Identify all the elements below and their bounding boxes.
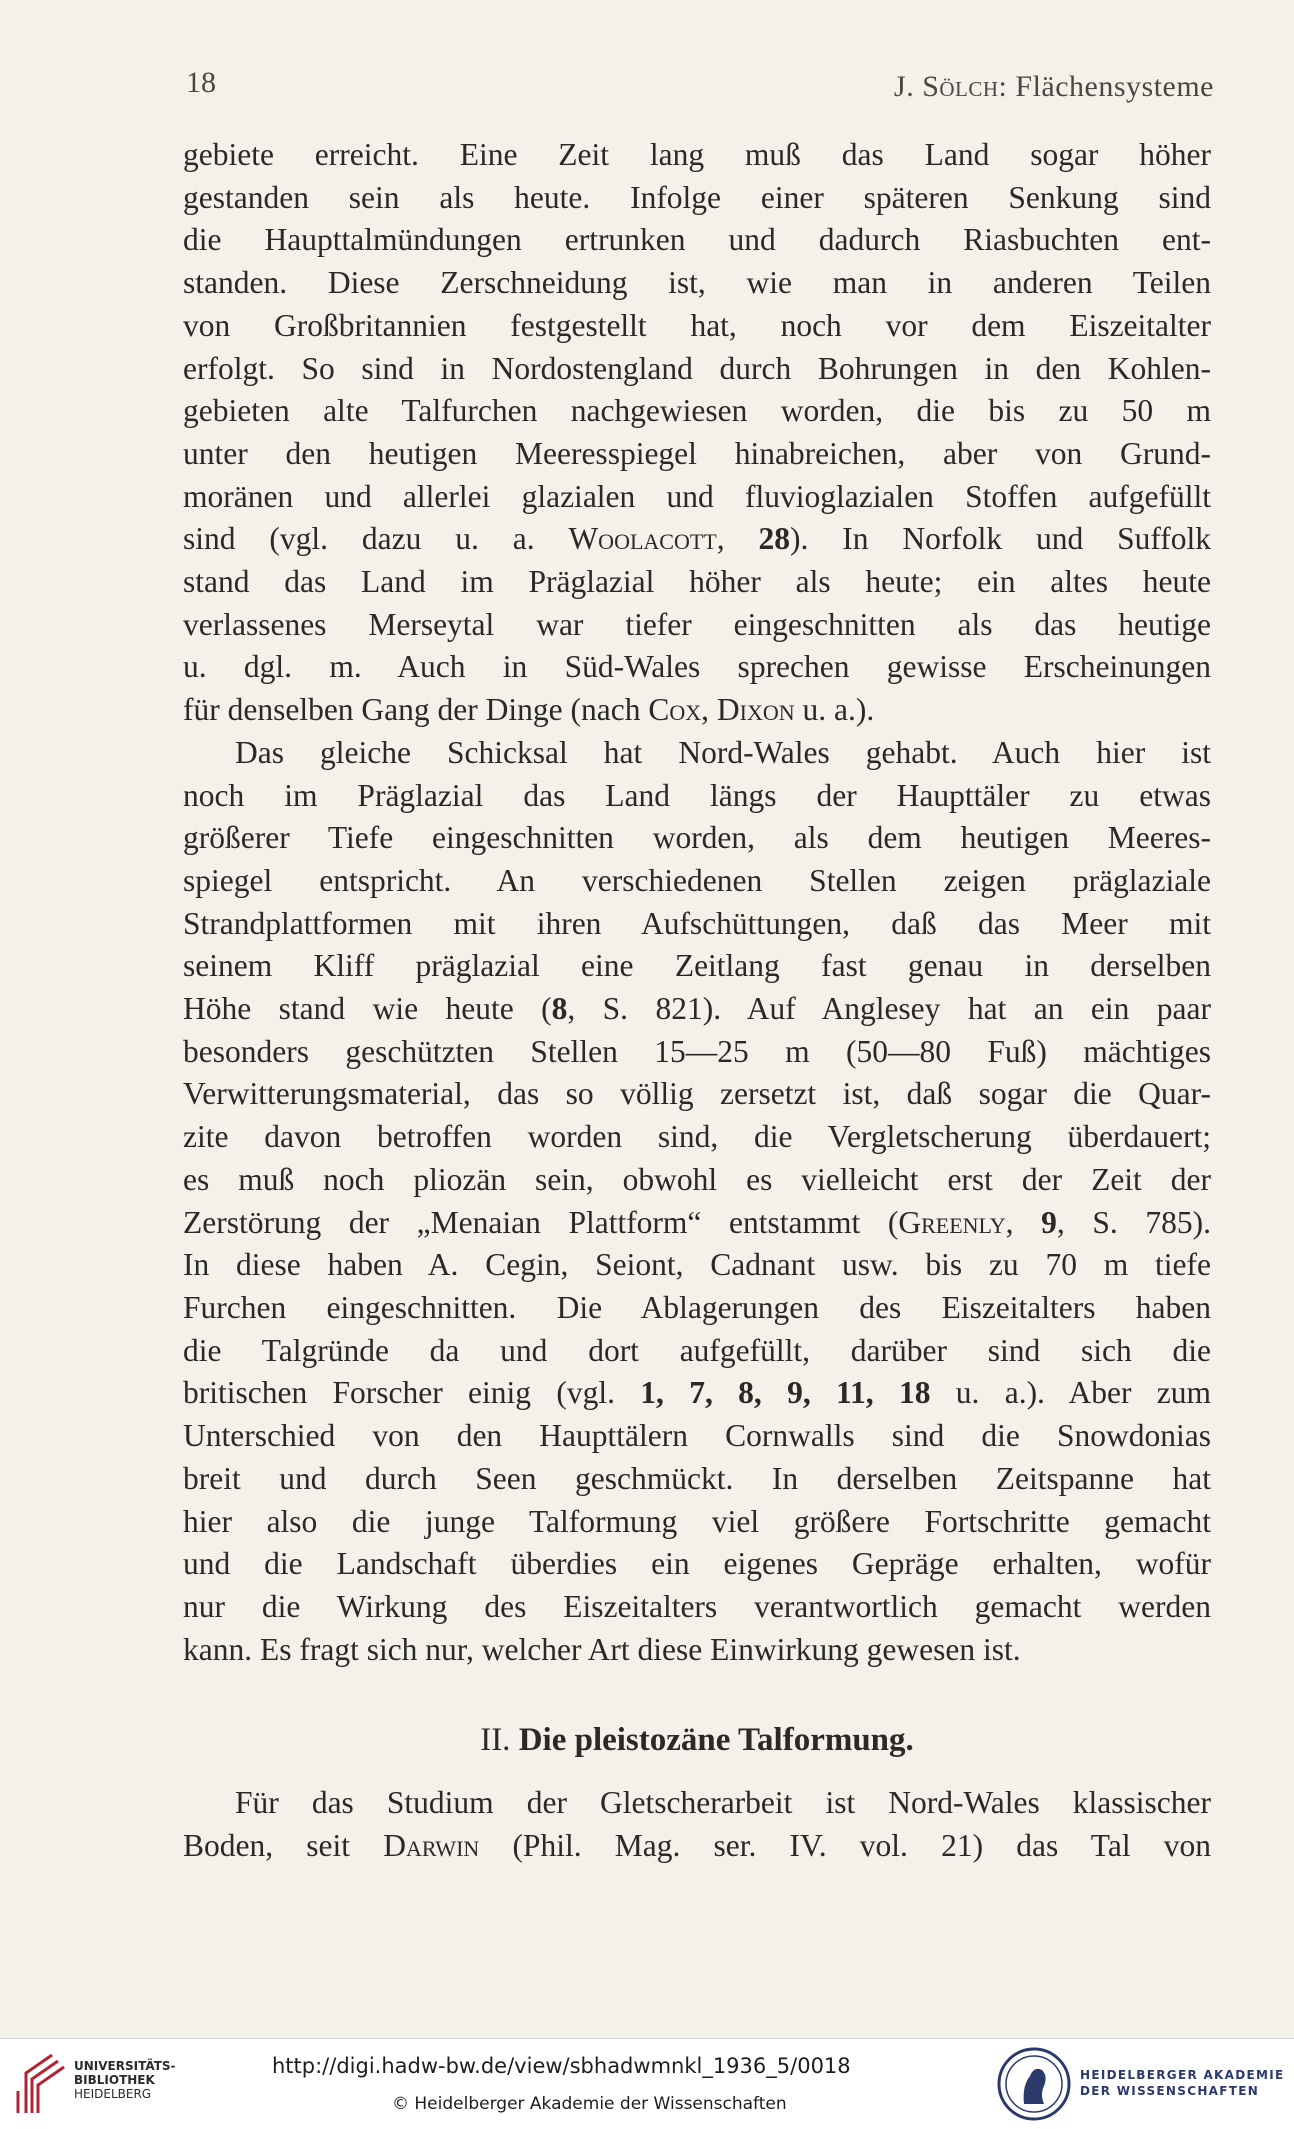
reference-numbers: 1, 7, 8, 9, 11, 18 [640,1375,931,1411]
text-line: gestanden sein als heute. Infolge einer späteren Senkung sind [183,179,1211,215]
text-run: Höhe stand wie heute ( [183,991,552,1027]
text-run: (Phil. Mag. ser. IV. vol. 21) das Tal von [479,1827,1211,1863]
university-library-logo-icon [12,2051,66,2117]
text-line: die Talgründe da und dort aufgefüllt, darüber sind sich die [183,1332,1211,1368]
text-run: britischen Forscher einig (vgl. [183,1375,641,1411]
author-citation: Cox [648,692,702,728]
running-title-text: : Flächensysteme [998,70,1214,103]
academy-seal-icon [996,2046,1072,2122]
text-line [183,689,1211,732]
paragraph-2 [183,732,1211,1671]
author-citation: Darwin [383,1827,480,1863]
paragraph-1 [183,134,1211,732]
running-title [894,70,1214,104]
text-run: für denselben Gang der Dinge (nach [183,692,649,728]
text-line: In diese haben A. Cegin, Seiont, Cadnant usw. bis zu 70 m tiefe [183,1247,1211,1283]
text-line: nur die Wirkung des Eiszeitalters verantwortlich gemacht werden [183,1588,1211,1624]
running-title-author: J. Sölch [894,70,999,103]
text-run: ). In Norfolk und Suffolk [789,521,1211,557]
text-line [183,1202,1211,1245]
library-name-line: HEIDELBERG [74,2087,152,2101]
library-name-line: BIBLIOTHEK [74,2073,155,2087]
text-line: von Großbritannien festgestellt hat, noch vor dem Eiszeitalter [183,307,1211,343]
text-run: sind (vgl. dazu u. a. [183,521,569,557]
text-line [183,518,1211,561]
body-text [183,134,1211,1671]
text-line: erfolgt. So sind in Nordostengland durch Bohrungen in den Kohlen- [183,350,1211,386]
text-line: Unterschied von den Haupttälern Cornwalls sind die Snowdonias [183,1418,1211,1454]
text-run: , S. 821). Auf Anglesey hat an ein paar [567,991,1212,1027]
academy-name [1080,2067,1285,2099]
text-line: verlassenes Merseytal war tiefer eingeschnitten als das heutige [183,606,1211,642]
academy-name-line: DER WISSENSCHAFTEN [1080,2084,1260,2098]
text-line: besonders geschützten Stellen 15—25 m (50—80 Fuß) mächtiges [183,1033,1211,1069]
text-line [183,988,1211,1031]
text-line: größerer Tiefe eingeschnitten worden, als dem heutigen Meeres- [183,820,1211,856]
section-title: Die pleistozäne Talformung. [518,1722,914,1758]
text-line: gebieten alte Talfurchen nachgewiesen worden, die bis zu 50 m [183,393,1211,429]
library-name-line: UNIVERSITÄTS- [74,2059,176,2073]
text-line: u. dgl. m. Auch in Süd-Wales sprechen gewisse Erscheinungen [183,649,1211,685]
text-run: Boden, seit [183,1827,384,1863]
text-line: zite davon betroffen worden sind, die Vergletscherung überdauert; [183,1119,1211,1155]
text-line: gebiete erreicht. Eine Zeit lang muß das Land sogar höher [183,137,1211,172]
text-line: noch im Präglazial das Land längs der Haupttäler zu etwas [183,777,1211,813]
text-line: spiegel entspricht. An verschiedenen Stellen zeigen präglaziale [183,862,1211,898]
text-line: hier also die junge Talformung viel größere Fortschritte gemacht [183,1503,1211,1539]
university-library-name [74,2059,176,2101]
permalink[interactable]: http://digi.hadw-bw.de/view/sbhadwmnkl_1936_5/0018 [272,2054,851,2078]
page-number: 18 [186,66,216,99]
text-line: kann. Es fragt sich nur, welcher Art diese Einwirkung gewesen ist. [183,1631,1021,1667]
text-line: Das gleiche Schicksal hat Nord-Wales gehabt. Auch hier ist [235,734,1211,770]
text-run: Zerstörung der „Menaian Plattform“ entstammt ( [183,1204,899,1240]
reference-number: 28 [758,521,790,557]
author-citation: Woolacott [568,521,717,557]
text-line [183,1372,1211,1415]
text-line: Verwitterungsmaterial, das so völlig zersetzt ist, daß sogar die Quar- [183,1076,1211,1112]
section-number: II. [480,1722,511,1758]
academy-name-line: HEIDELBERGER AKADEMIE [1080,2068,1285,2082]
paragraph-3 [183,1782,1211,1867]
text-line: es muß noch pliozän sein, obwohl es vielleicht erst der Zeit der [183,1161,1211,1197]
copyright-notice: © Heidelberger Akademie der Wissenschaften [392,2094,787,2114]
text-line [183,1825,1211,1868]
text-line: und die Landschaft überdies ein eigenes Gepräge erhalten, wofür [183,1546,1211,1582]
text-line: Für das Studium der Gletscherarbeit ist Nord-Wales klassischer [235,1785,1211,1820]
text-run: , S. 785). [1056,1204,1211,1240]
reference-number: 9 [1041,1204,1057,1240]
text-line: moränen und allerlei glazialen und fluvioglazialen Stoffen aufgefüllt [183,478,1211,514]
text-run: , [701,692,717,728]
text-line: Strandplattformen mit ihren Aufschüttungen, daß das Meer mit [183,905,1211,941]
text-line: Furchen eingeschnitten. Die Ablagerungen des Eiszeitalters haben [183,1289,1211,1325]
text-line: unter den heutigen Meeresspiegel hinabreichen, aber von Grund- [183,435,1211,471]
text-run: , [716,521,759,557]
text-line: stand das Land im Präglazial höher als heute; ein altes heute [183,564,1211,600]
author-citation: Dixon [716,692,795,728]
text-run: u. a.). Aber zum [930,1375,1212,1411]
reference-number: 8 [551,991,568,1027]
page-header [186,62,1214,112]
text-run: u. a.). [794,692,875,728]
author-citation: Greenly [898,1204,1006,1240]
footer-bar [0,2038,1294,2129]
body-text-section-2 [183,1782,1211,1867]
text-line: breit und durch Seen geschmückt. In derselben Zeitspanne hat [183,1460,1211,1496]
text-line: seinem Kliff präglazial eine Zeitlang fast genau in derselben [183,948,1211,984]
text-line: die Haupttalmündungen ertrunken und dadurch Riasbuchten ent- [183,222,1211,258]
text-run: , [1005,1204,1042,1240]
text-line: standen. Diese Zerschneidung ist, wie man in anderen Teilen [183,265,1211,301]
section-heading [183,1722,1211,1759]
